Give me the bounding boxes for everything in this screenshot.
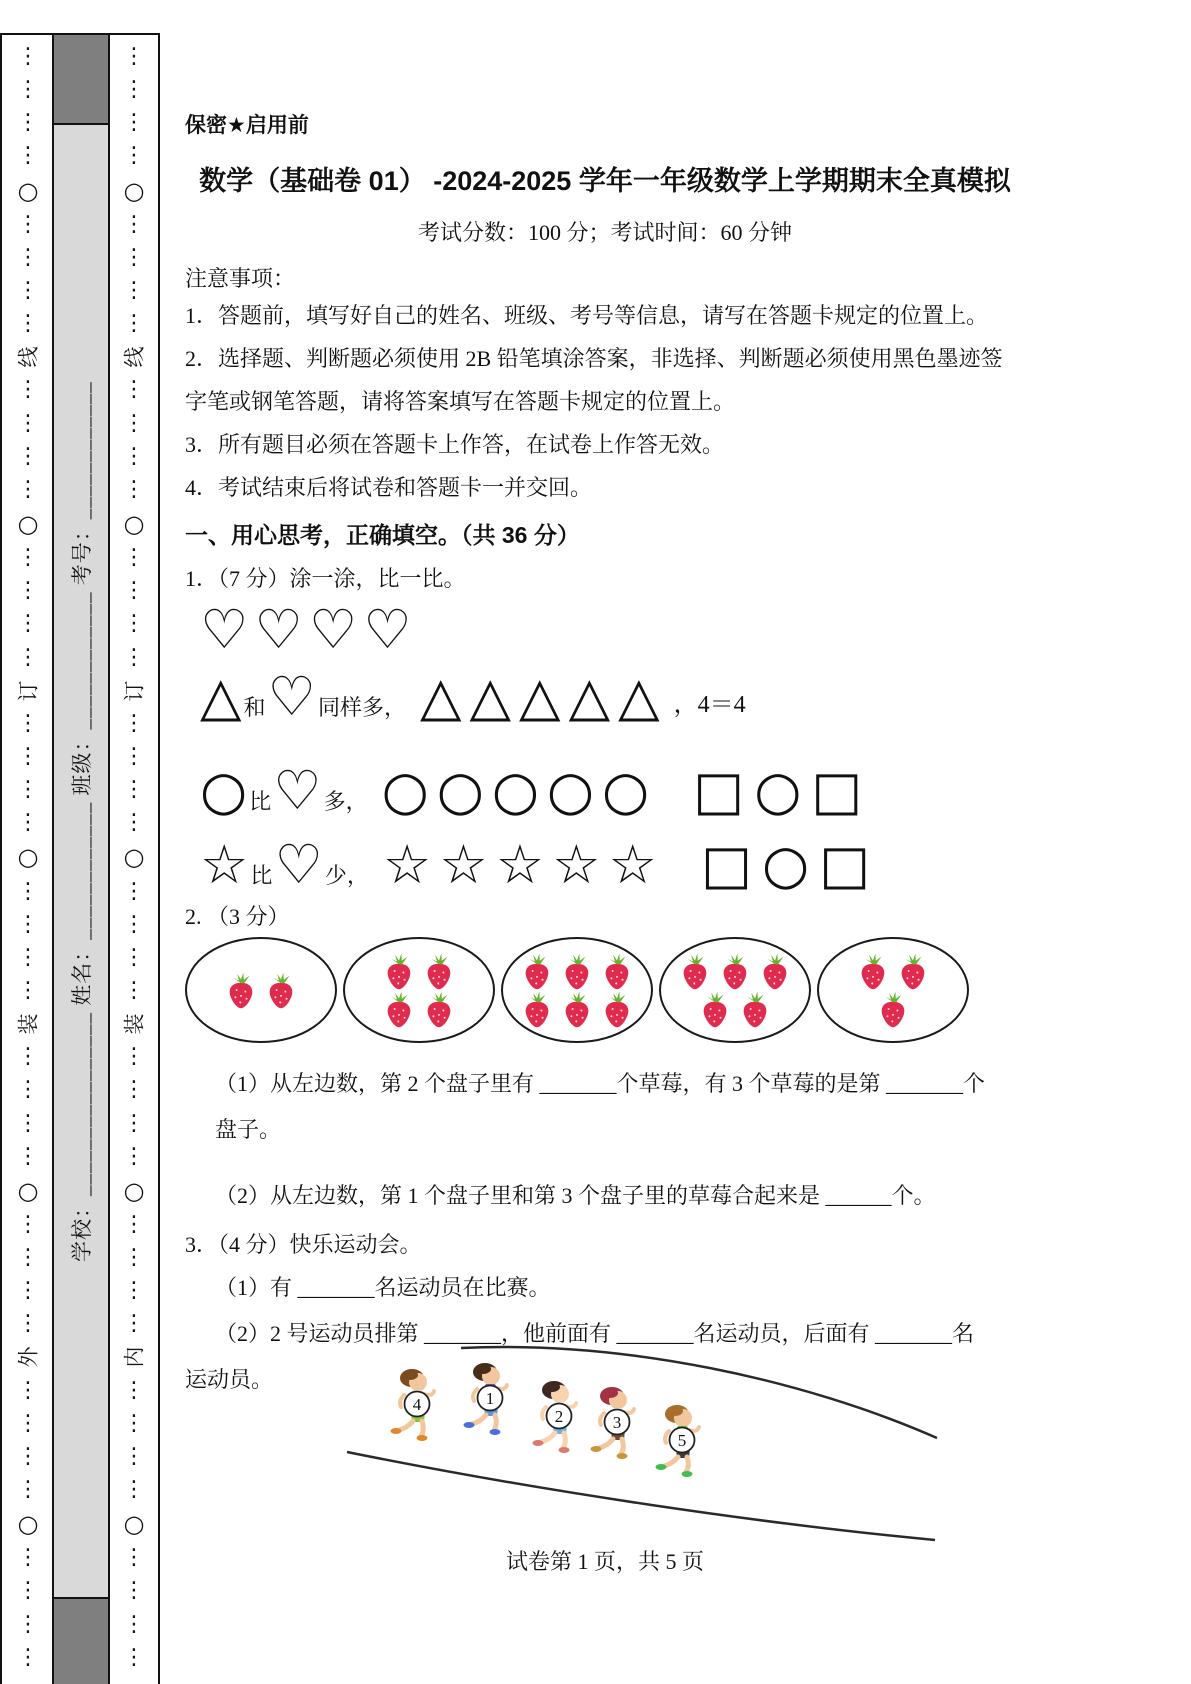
q1-shape-rows (185, 661, 1180, 895)
strawberry-icon (599, 952, 635, 990)
dotted-line-segment: ⋮ (123, 311, 145, 337)
strawberry-icon (599, 990, 635, 1028)
dotted-line-segment: ⋮ (17, 1443, 39, 1469)
dotted-line-segment: ⋮ (17, 911, 39, 937)
dotted-line-segment: ⋮ (123, 1477, 145, 1503)
circle-mark: ○ (17, 843, 39, 872)
dotted-line-segment: ⋮ (123, 777, 145, 803)
plate (659, 937, 811, 1043)
circle-mark: ○ (123, 1176, 145, 1205)
strawberry-icon (757, 952, 793, 990)
runner (533, 1381, 577, 1453)
q3-sub2-line1: （2）2 号运动员排第 _______，他前面有 _______名运动员，后面有 _______名 (215, 1321, 975, 1346)
plate (817, 937, 969, 1043)
dotted-line-segment: ⋮ (17, 1143, 39, 1169)
dotted-line-segment: ⋮ (17, 410, 39, 436)
circle-mark: ○ (17, 509, 39, 538)
dotted-line-segment: ⋮ (123, 1545, 145, 1571)
dotted-line-segment: ⋮ (17, 1644, 39, 1670)
secrecy-notice: 保密★启用前 (185, 114, 309, 137)
runner (391, 1369, 435, 1441)
binding-char: 线 (16, 346, 40, 368)
circle-mark: ○ (123, 843, 145, 872)
dotted-line-segment: ⋮ (17, 1377, 39, 1403)
strawberry-icon (895, 952, 931, 990)
seal-column-outer (4, 35, 52, 1684)
binding-char: 订 (16, 680, 40, 702)
dotted-line-segment: ⋮ (17, 1477, 39, 1503)
heart-shape: ♡ (273, 759, 322, 822)
dotted-line-segment: ⋮ (17, 944, 39, 970)
binding-char: 装 (122, 1013, 146, 1035)
plate (343, 937, 495, 1043)
notice-list (185, 294, 1180, 509)
seal-margin (0, 33, 160, 1684)
dotted-line-segment: ⋮ (123, 944, 145, 970)
circle-mark: ○ (17, 1176, 39, 1205)
bib-number: 5 (677, 1431, 687, 1450)
exam-title: 数学（基础卷 01） -2024-2025 学年一年级数学上学期期末全真模拟 (199, 166, 1011, 196)
shape-group: △△△△△ (419, 665, 668, 728)
dotted-line-segment: ⋮ (17, 1110, 39, 1136)
dotted-line-segment: ⋮ (123, 1245, 145, 1271)
dotted-line-segment: ⋮ (17, 644, 39, 670)
dotted-line-segment: ⋮ (123, 110, 145, 136)
dotted-line-segment: ⋮ (123, 1578, 145, 1604)
dotted-line-segment: ⋮ (123, 244, 145, 270)
strawberry-icon (519, 990, 555, 1028)
dotted-line-segment: ⋮ (17, 143, 39, 169)
dotted-line-segment: ⋮ (17, 1211, 39, 1237)
q1-stem: 1．（7 分）涂一涂，比一比。 (185, 566, 466, 591)
dotted-line-segment: ⋮ (17, 1044, 39, 1070)
seal-strip (52, 35, 110, 1684)
strawberry-icon (519, 952, 555, 990)
dotted-line-segment: ⋮ (123, 1278, 145, 1304)
dotted-line-segment: ⋮ (123, 1410, 145, 1436)
plate (185, 937, 337, 1043)
compare-text: 少， (324, 863, 369, 888)
notice-line: 3．所有题目必须在答题卡上作答，在试卷上作答无效。 (185, 432, 725, 457)
strawberry-icon (559, 952, 595, 990)
track-line-lower (347, 1452, 935, 1540)
strawberry-icon (717, 952, 753, 990)
q2-sub1-line2: 盘子。 (215, 1117, 282, 1142)
dotted-line-segment: ⋮ (17, 1611, 39, 1637)
dotted-line-segment: ⋮ (123, 1644, 145, 1670)
strawberry-icon (737, 990, 773, 1028)
dotted-line-segment: ⋮ (123, 644, 145, 670)
dotted-line-segment: ⋮ (123, 1443, 145, 1469)
dotted-line-segment: ⋮ (17, 611, 39, 637)
dotted-line-segment: ⋮ (17, 878, 39, 904)
lead-shape: ☆ (200, 833, 249, 896)
dotted-line-segment: ⋮ (123, 443, 145, 469)
shape-group: ○○○○○ (381, 759, 658, 822)
circle-mark: ○ (123, 1510, 145, 1539)
dotted-line-segment: ⋮ (123, 277, 145, 303)
q1-shape-row (185, 755, 1180, 821)
track-line-upper (461, 1347, 937, 1438)
dotted-line-segment: ⋮ (17, 1245, 39, 1271)
strawberry-icon (677, 952, 713, 990)
dotted-line-segment: ⋮ (17, 110, 39, 136)
circle-mark: ○ (17, 1510, 39, 1539)
notice-line: 字笔或钢笔答题，请将答案填写在答题卡规定的位置上。 (185, 389, 736, 414)
dotted-line-segment: ⋮ (17, 1278, 39, 1304)
dotted-line-segment: ⋮ (123, 611, 145, 637)
exam-content (185, 0, 1180, 1574)
runner (464, 1363, 508, 1435)
dotted-line-segment: ⋮ (123, 545, 145, 571)
lead-shape: ○ (200, 759, 248, 822)
strawberry-icon (559, 990, 595, 1028)
section1-heading: 一、用心思考，正确填空。（共 36 分） (185, 522, 580, 548)
dotted-line-segment: ⋮ (123, 211, 145, 237)
strawberry-icon (263, 971, 299, 1009)
plates-row (185, 937, 985, 1043)
heart-shape: ♡ (274, 833, 323, 896)
strawberry-icon (381, 952, 417, 990)
runners-illustration (345, 1342, 945, 1542)
bib-number: 3 (612, 1413, 622, 1432)
equation-text: ，4＝4 (673, 692, 746, 718)
dotted-line-segment: ⋮ (123, 143, 145, 169)
runner (656, 1405, 700, 1477)
notice-heading: 注意事项： (185, 266, 296, 291)
dotted-line-segment: ⋮ (123, 410, 145, 436)
q1-shape-row (185, 661, 1180, 727)
dotted-line-segment: ⋮ (17, 743, 39, 769)
seal-strip-dark-top (54, 35, 108, 125)
q1-hearts-row: ♡♡♡♡ (200, 598, 418, 661)
notice-line: 1．答题前，填写好自己的姓名、班级、考号等信息，请写在答题卡规定的位置上。 (185, 303, 989, 328)
dotted-line-segment: ⋮ (123, 1611, 145, 1637)
dotted-line-segment: ⋮ (17, 1311, 39, 1337)
dotted-line-segment: ⋮ (123, 1143, 145, 1169)
strawberry-icon (855, 952, 891, 990)
strawberry-icon (223, 971, 259, 1009)
runner (591, 1387, 635, 1459)
dotted-line-segment: ⋮ (123, 1044, 145, 1070)
binding-char: 装 (16, 1013, 40, 1035)
dotted-line-segment: ⋮ (123, 1211, 145, 1237)
dotted-line-segment: ⋮ (17, 77, 39, 103)
seal-column-inner (110, 35, 158, 1684)
seal-student-fields: 学校：________________ 姓名：____________ 班级：____________ 考号：____________ (70, 381, 94, 1262)
seal-strip-dark-bottom (54, 1597, 108, 1684)
dotted-line-segment: ⋮ (123, 878, 145, 904)
strawberry-icon (697, 990, 733, 1028)
dotted-line-segment: ⋮ (123, 710, 145, 736)
strawberry-icon (381, 990, 417, 1028)
dotted-line-segment: ⋮ (123, 1077, 145, 1103)
bib-number: 2 (554, 1407, 564, 1426)
dotted-line-segment: ⋮ (17, 710, 39, 736)
q2-stem: 2. （3 分） (185, 904, 290, 929)
dotted-line-segment: ⋮ (17, 1578, 39, 1604)
answer-boxes: □○□ (700, 833, 881, 896)
compare-text: 同样多， (317, 695, 406, 720)
strawberry-icon (421, 990, 457, 1028)
binding-char: 订 (122, 680, 146, 702)
binding-char: 内 (122, 1346, 146, 1368)
dotted-line-segment: ⋮ (17, 810, 39, 836)
circle-mark: ○ (123, 176, 145, 205)
lead-shape: △ (200, 665, 242, 728)
dotted-line-segment: ⋮ (17, 443, 39, 469)
compare-text: 多， (323, 789, 368, 814)
dotted-line-segment: ⋮ (123, 810, 145, 836)
dotted-line-segment: ⋮ (17, 244, 39, 270)
dotted-line-segment: ⋮ (17, 211, 39, 237)
circle-mark: ○ (123, 509, 145, 538)
q3-figure-block (185, 1311, 1180, 1542)
dotted-line-segment: ⋮ (17, 44, 39, 69)
dotted-line-segment: ⋮ (123, 1377, 145, 1403)
dotted-line-segment: ⋮ (17, 476, 39, 502)
dotted-line-segment: ⋮ (123, 1110, 145, 1136)
dotted-line-segment: ⋮ (123, 1311, 145, 1337)
dotted-line-segment: ⋮ (123, 476, 145, 502)
dotted-line-segment: ⋮ (123, 578, 145, 604)
q3-sub2-line2: 运动员。 (185, 1367, 274, 1392)
shape-group: ☆☆☆☆☆ (382, 833, 665, 896)
heart-shape: ♡ (267, 665, 316, 728)
dotted-line-segment: ⋮ (123, 377, 145, 403)
compare-text: 比 (250, 863, 273, 888)
circle-mark: ○ (17, 176, 39, 205)
dotted-line-segment: ⋮ (123, 44, 145, 69)
exam-score-time: 考试分数：100 分；考试时间：60 分钟 (417, 220, 792, 245)
q2-sub1-line1: （1）从左边数，第 2 个盘子里有 _______个草莓，有 3 个草莓的是第 _______个 (215, 1071, 986, 1096)
binding-char: 外 (16, 1346, 40, 1368)
bib-number: 1 (485, 1389, 495, 1408)
dotted-line-segment: ⋮ (123, 77, 145, 103)
binding-char: 线 (122, 346, 146, 368)
strawberry-icon (421, 952, 457, 990)
dotted-line-segment: ⋮ (17, 578, 39, 604)
plate (501, 937, 653, 1043)
dotted-line-segment: ⋮ (17, 1077, 39, 1103)
bib-number: 4 (412, 1395, 422, 1414)
compare-text: 比 (249, 789, 272, 814)
strawberry-icon (875, 990, 911, 1028)
compare-text: 和 (243, 695, 266, 720)
dotted-line-segment: ⋮ (17, 545, 39, 571)
dotted-line-segment: ⋮ (17, 777, 39, 803)
notice-line: 2．选择题、判断题必须使用 2B 铅笔填涂答案，非选择、判断题必须使用黑色墨迹签 (185, 346, 1003, 371)
dotted-line-segment: ⋮ (17, 311, 39, 337)
q1-shape-row (185, 829, 1180, 895)
dotted-line-segment: ⋮ (17, 1545, 39, 1571)
q2-sub2: （2）从左边数，第 1 个盘子里和第 3 个盘子里的草莓合起来是 ______个。 (215, 1183, 936, 1208)
dotted-line-segment: ⋮ (17, 1410, 39, 1436)
dotted-line-segment: ⋮ (17, 977, 39, 1003)
dotted-line-segment: ⋮ (123, 977, 145, 1003)
dotted-line-segment: ⋮ (17, 277, 39, 303)
notice-line: 4．考试结束后将试卷和答题卡一并交回。 (185, 475, 593, 500)
dotted-line-segment: ⋮ (123, 743, 145, 769)
q3-sub1: （1）有 _______名运动员在比赛。 (215, 1275, 551, 1300)
page-footer: 试卷第 1 页，共 5 页 (505, 1549, 704, 1574)
q3-stem: 3．（4 分）快乐运动会。 (185, 1232, 422, 1257)
dotted-line-segment: ⋮ (123, 911, 145, 937)
answer-boxes: □○□ (693, 759, 873, 822)
dotted-line-segment: ⋮ (17, 377, 39, 403)
